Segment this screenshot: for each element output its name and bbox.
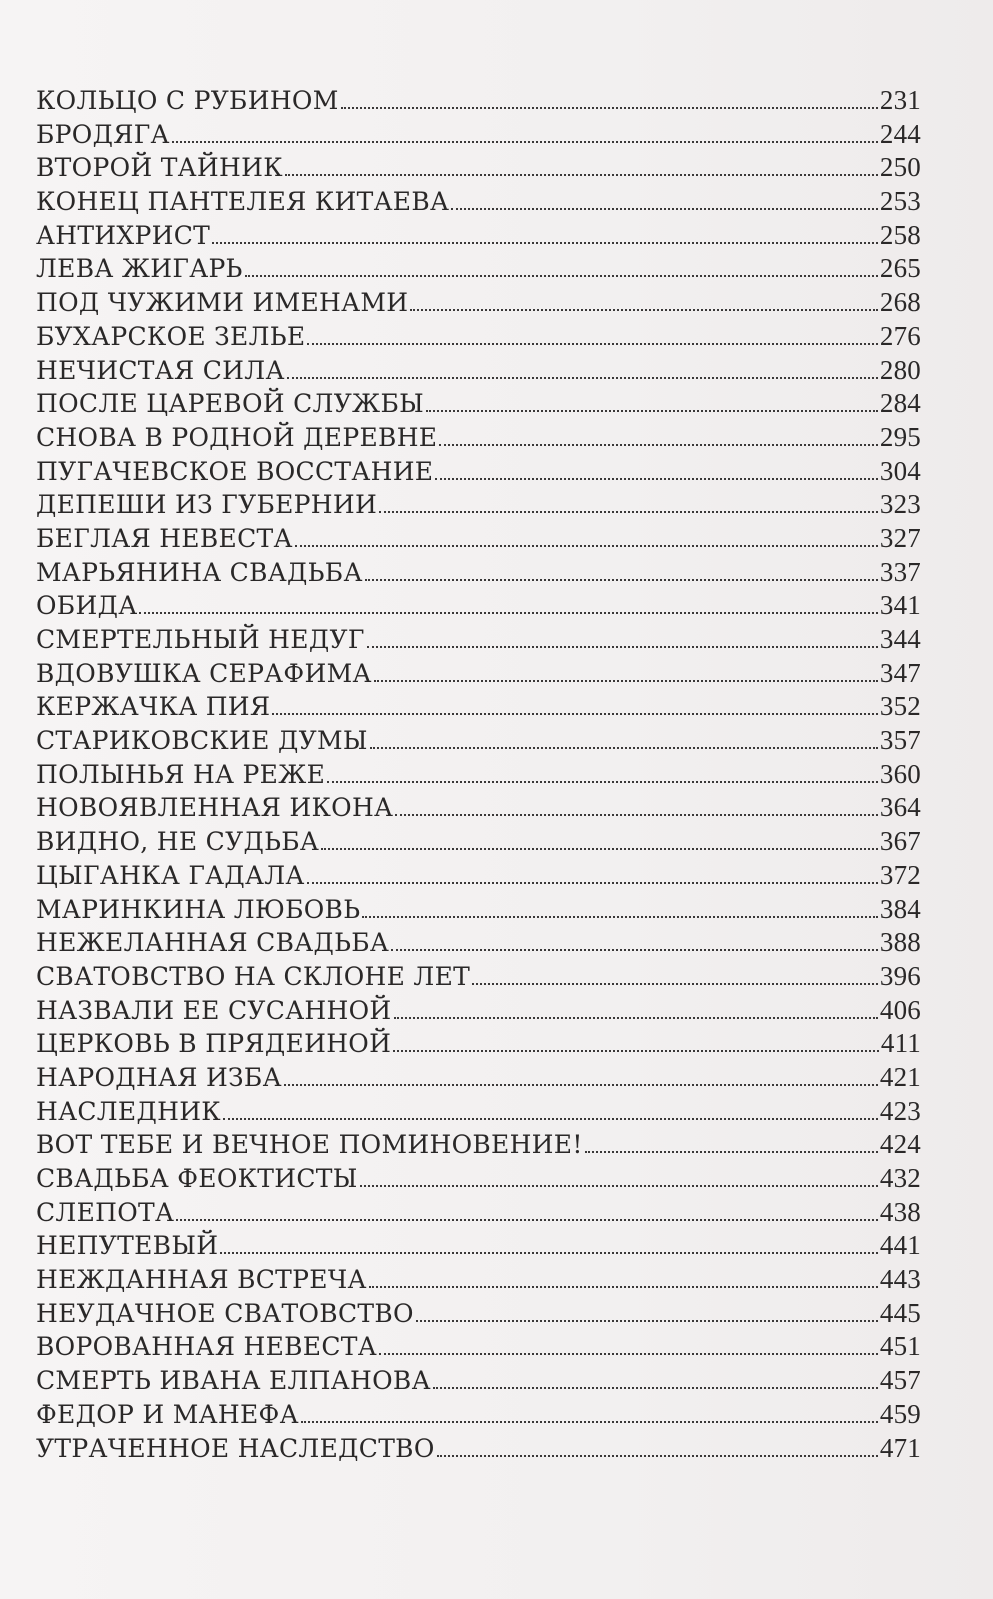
toc-entry-title: ДЕПЕШИ ИЗ ГУБЕРНИИ xyxy=(36,490,378,520)
toc-entry-title: МАРИНКИНА ЛЮБОВЬ xyxy=(36,894,361,924)
toc-entry-page-number: 344 xyxy=(879,624,921,654)
toc-entry-page-number: 441 xyxy=(879,1230,921,1261)
toc-entry xyxy=(36,724,921,758)
toc-entry xyxy=(36,118,921,152)
toc-entry xyxy=(36,960,921,994)
toc-entry xyxy=(36,893,921,927)
toc-entry-title: НЕЖЕЛАННАЯ СВАДЬБА xyxy=(36,928,390,958)
toc-entry xyxy=(36,994,921,1028)
toc-entry-title: СЛЕПОТА xyxy=(36,1197,175,1227)
dot-leader xyxy=(435,478,878,480)
toc-entry xyxy=(36,1330,921,1364)
toc-entry-title: НАЗВАЛИ ЕЕ СУСАННОЙ xyxy=(36,995,392,1025)
dot-leader xyxy=(367,646,878,648)
toc-entry-title: БУХАРСКОЕ ЗЕЛЬЕ xyxy=(36,321,306,351)
toc-entry-title: ОБИДА xyxy=(36,591,138,621)
toc-entry-title: ЛЕВА ЖИГАРЬ xyxy=(36,254,243,284)
toc-entry-title: СВАДЬБА ФЕОКТИСТЫ xyxy=(36,1164,358,1193)
toc-entry-page-number: 457 xyxy=(879,1365,921,1396)
dot-leader xyxy=(287,377,878,379)
table-of-contents xyxy=(36,84,921,1465)
toc-entry xyxy=(36,623,921,657)
toc-entry-page-number: 347 xyxy=(879,657,921,688)
toc-entry-title: КЕРЖАЧКА ПИЯ xyxy=(36,692,271,722)
toc-entry-title: ПОД ЧУЖИМИ ИМЕНАМИ xyxy=(36,288,409,318)
toc-entry-page-number: 411 xyxy=(880,1028,921,1059)
toc-entry-page-number: 280 xyxy=(879,354,921,385)
toc-entry xyxy=(36,690,921,724)
toc-entry xyxy=(36,1263,921,1297)
toc-entry-page-number: 231 xyxy=(879,85,921,115)
dot-leader xyxy=(437,1455,878,1457)
toc-entry-title: БРОДЯГА xyxy=(36,119,170,149)
dot-leader xyxy=(362,916,878,918)
dot-leader xyxy=(451,208,878,210)
toc-entry-page-number: 451 xyxy=(879,1331,921,1362)
toc-entry-page-number: 244 xyxy=(879,118,921,149)
toc-entry-page-number: 459 xyxy=(879,1398,921,1429)
dot-leader xyxy=(172,141,878,143)
toc-entry-title: СВАТОВСТВО НА СКЛОНЕ ЛЕТ xyxy=(36,961,471,991)
toc-entry-page-number: 424 xyxy=(879,1129,921,1160)
toc-entry-title: ВДОВУШКА СЕРАФИМА xyxy=(36,658,372,688)
toc-entry-page-number: 384 xyxy=(879,893,921,924)
toc-entry-page-number: 304 xyxy=(879,455,921,486)
dot-leader xyxy=(360,1185,878,1187)
dot-leader xyxy=(285,174,878,176)
dot-leader xyxy=(370,747,878,749)
dot-leader xyxy=(439,444,878,446)
toc-entry-page-number: 423 xyxy=(879,1095,921,1126)
toc-entry-page-number: 445 xyxy=(879,1297,921,1328)
dot-leader xyxy=(301,1421,878,1423)
toc-entry-page-number: 406 xyxy=(879,994,921,1025)
toc-entry xyxy=(36,926,921,960)
toc-entry-page-number: 323 xyxy=(879,489,921,520)
dot-leader xyxy=(307,343,877,345)
dot-leader xyxy=(139,612,877,614)
toc-entry-page-number: 258 xyxy=(879,219,921,250)
toc-entry xyxy=(36,1128,921,1162)
toc-entry-page-number: 337 xyxy=(879,556,921,587)
toc-entry xyxy=(36,556,921,590)
toc-entry xyxy=(36,185,921,219)
toc-entry-page-number: 443 xyxy=(879,1264,921,1295)
dot-leader xyxy=(433,1387,878,1389)
toc-entry-title: КОНЕЦ ПАНТЕЛЕЯ КИТАЕВА xyxy=(36,187,450,217)
toc-entry xyxy=(36,252,921,286)
dot-leader xyxy=(284,1084,878,1086)
toc-entry-page-number: 396 xyxy=(879,960,921,991)
dot-leader xyxy=(321,848,878,850)
toc-entry xyxy=(36,354,921,388)
dot-leader xyxy=(341,107,878,109)
toc-entry xyxy=(36,522,921,556)
toc-entry xyxy=(36,1297,921,1331)
toc-entry xyxy=(36,859,921,893)
dot-leader xyxy=(220,1252,878,1254)
toc-entry-title: СМЕРТЕЛЬНЫЙ НЕДУГ xyxy=(36,625,365,654)
toc-entry-page-number: 357 xyxy=(879,725,921,756)
dot-leader xyxy=(374,680,878,682)
dot-leader xyxy=(379,511,878,513)
toc-entry-page-number: 372 xyxy=(879,859,921,890)
toc-entry xyxy=(36,1162,921,1196)
toc-entry-page-number: 276 xyxy=(879,320,921,351)
toc-entry-title: НЕПУТЕВЫЙ xyxy=(36,1231,219,1261)
toc-entry xyxy=(36,1398,921,1432)
toc-entry-page-number: 250 xyxy=(879,152,921,183)
dot-leader xyxy=(212,242,878,244)
toc-entry-title: НАСЛЕДНИК xyxy=(36,1096,221,1126)
dot-leader xyxy=(295,545,878,547)
dot-leader xyxy=(369,1286,878,1288)
dot-leader xyxy=(585,1151,878,1153)
dot-leader xyxy=(307,882,878,884)
dot-leader xyxy=(410,309,878,311)
toc-entry-title: НАРОДНАЯ ИЗБА xyxy=(36,1062,282,1092)
dot-leader xyxy=(365,579,878,581)
toc-entry xyxy=(36,320,921,354)
toc-entry-title: ВОРОВАННАЯ НЕВЕСТА xyxy=(36,1332,377,1362)
toc-entry-title: ПОСЛЕ ЦАРЕВОЙ СЛУЖБЫ xyxy=(36,389,425,419)
toc-entry-title: ЦЕРКОВЬ В ПРЯДЕИНОЙ xyxy=(36,1029,392,1059)
toc-entry xyxy=(36,791,921,825)
toc-entry-page-number: 341 xyxy=(879,590,921,621)
toc-entry xyxy=(36,1095,921,1129)
toc-entry xyxy=(36,657,921,691)
toc-entry-page-number: 352 xyxy=(879,691,921,722)
dot-leader xyxy=(176,1219,878,1221)
toc-entry-page-number: 268 xyxy=(879,287,921,318)
toc-entry xyxy=(36,151,921,185)
toc-entry xyxy=(36,1061,921,1095)
toc-entry xyxy=(36,1364,921,1398)
toc-entry-page-number: 364 xyxy=(879,792,921,823)
toc-entry-page-number: 388 xyxy=(879,927,921,958)
toc-entry-title: ПУГАЧЕВСКОЕ ВОССТАНИЕ xyxy=(36,456,434,486)
dot-leader xyxy=(393,1050,879,1052)
toc-entry xyxy=(36,1196,921,1230)
toc-entry-title: МАРЬЯНИНА СВАДЬБА xyxy=(36,557,363,587)
toc-entry xyxy=(36,589,921,623)
toc-entry-page-number: 253 xyxy=(879,186,921,217)
toc-entry xyxy=(36,84,921,118)
dot-leader xyxy=(223,1118,878,1120)
toc-entry xyxy=(36,286,921,320)
toc-entry-title: УТРАЧЕННОЕ НАСЛЕДСТВО xyxy=(36,1433,435,1463)
toc-entry-title: НОВОЯВЛЕННАЯ ИКОНА xyxy=(36,793,394,823)
dot-leader xyxy=(391,949,878,951)
toc-entry-title: СТАРИКОВСКИЕ ДУМЫ xyxy=(36,726,368,756)
toc-entry-page-number: 432 xyxy=(879,1163,921,1193)
toc-entry-page-number: 367 xyxy=(879,826,921,857)
dot-leader xyxy=(327,781,878,783)
toc-entry-title: ЦЫГАНКА ГАДАЛА xyxy=(36,860,305,890)
toc-entry-page-number: 327 xyxy=(879,522,921,553)
toc-entry-title: НЕУДАЧНОЕ СВАТОВСТВО xyxy=(36,1298,414,1328)
toc-entry-page-number: 265 xyxy=(879,253,921,284)
toc-entry xyxy=(36,219,921,253)
toc-entry-page-number: 284 xyxy=(879,388,921,419)
toc-entry xyxy=(36,421,921,455)
toc-entry-page-number: 360 xyxy=(879,758,921,789)
toc-entry-title: АНТИХРИСТ xyxy=(36,220,211,250)
dot-leader xyxy=(426,410,878,412)
dot-leader xyxy=(416,1320,878,1322)
toc-entry xyxy=(36,1229,921,1263)
toc-entry-title: КОЛЬЦО С РУБИНОМ xyxy=(36,86,339,115)
toc-entry xyxy=(36,758,921,792)
toc-entry-title: ВИДНО, НЕ СУДЬБА xyxy=(36,827,320,857)
toc-entry-page-number: 421 xyxy=(879,1061,921,1092)
toc-entry-title: ВОТ ТЕБЕ И ВЕЧНОЕ ПОМИНОВЕНИЕ! xyxy=(36,1130,583,1160)
toc-entry xyxy=(36,1027,921,1061)
dot-leader xyxy=(472,983,878,985)
dot-leader xyxy=(245,275,878,277)
toc-entry-title: НЕЧИСТАЯ СИЛА xyxy=(36,355,285,385)
toc-entry-page-number: 295 xyxy=(879,421,921,452)
dot-leader xyxy=(394,1017,878,1019)
toc-entry xyxy=(36,1432,921,1466)
dot-leader xyxy=(395,814,878,816)
toc-entry xyxy=(36,825,921,859)
toc-entry-page-number: 438 xyxy=(879,1196,921,1227)
toc-entry-title: ФЕДОР И МАНЕФА xyxy=(36,1399,299,1429)
toc-entry-title: БЕГЛАЯ НЕВЕСТА xyxy=(36,523,293,553)
toc-entry-title: ВТОРОЙ ТАЙНИК xyxy=(36,153,283,183)
toc-entry-title: СМЕРТЬ ИВАНА ЕЛПАНОВА xyxy=(36,1366,431,1396)
toc-entry-title: СНОВА В РОДНОЙ ДЕРЕВНЕ xyxy=(36,422,438,452)
toc-entry-title: ПОЛЫНЬЯ НА РЕЖЕ xyxy=(36,759,326,789)
toc-entry-title: НЕЖДАННАЯ ВСТРЕЧА xyxy=(36,1265,367,1295)
toc-entry xyxy=(36,387,921,421)
toc-entry xyxy=(36,455,921,489)
dot-leader xyxy=(379,1353,878,1355)
toc-entry xyxy=(36,488,921,522)
dot-leader xyxy=(272,713,878,715)
toc-entry-page-number: 471 xyxy=(879,1432,921,1463)
